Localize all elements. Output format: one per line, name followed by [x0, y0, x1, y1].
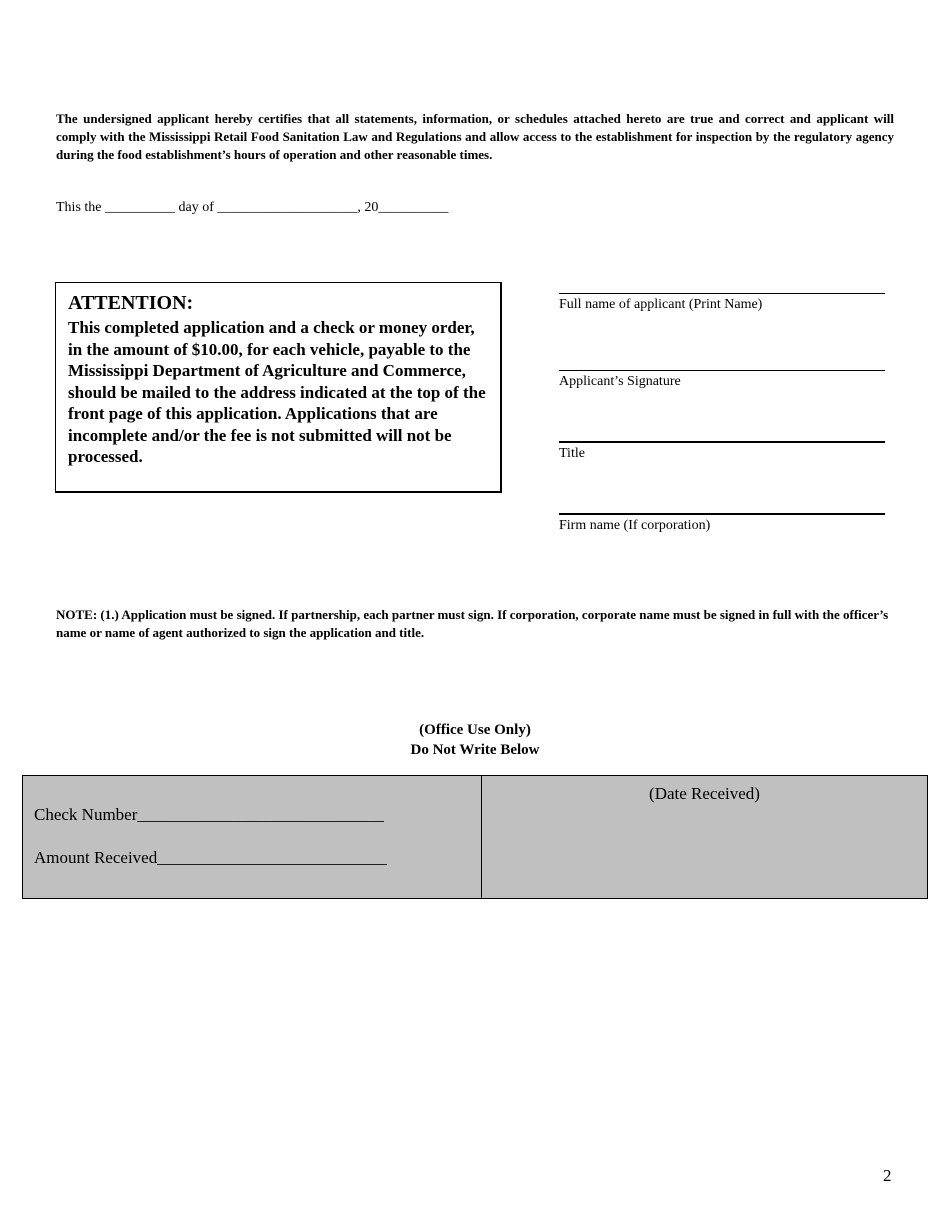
office-use-subtitle: Do Not Write Below: [410, 742, 540, 758]
firm-name-label: Firm name (If corporation): [559, 518, 711, 533]
signature-line: [559, 441, 885, 443]
signature-line: [559, 513, 885, 515]
date-line: This the __________ day of ____________________, 20__________: [56, 200, 449, 215]
signing-note: NOTE: (1.) Application must be signed. If partnership, each partner must sign. If corporation, corporate name must be signed in full with the officer’s name or name of agent authorized to sign the application and title.: [56, 607, 889, 640]
date-received-label: (Date Received): [649, 784, 760, 803]
title-field[interactable]: [559, 441, 885, 463]
check-number-field[interactable]: Check Number_____________________________: [34, 805, 384, 824]
firm-name-field[interactable]: [559, 513, 885, 535]
certification-statement: The undersigned applicant hereby certifies that all statements, information, or schedules attached hereto are true and correct and applicant will comply with the Mississippi Retail Food Sanitation Law and Regulations and allow access to the establishment for inspection by the regulatory agency during the food establishment’s hours of operation and other reasonable times.: [56, 111, 894, 162]
applicant-name-field[interactable]: [559, 293, 885, 314]
office-use-heading: [0, 720, 950, 760]
attention-title: ATTENTION:: [68, 292, 194, 314]
payment-info-cell: [23, 776, 482, 898]
office-use-title: (Office Use Only): [419, 722, 531, 738]
title-label: Title: [559, 446, 585, 461]
signature-line: [559, 293, 885, 294]
amount-received-field[interactable]: Amount Received___________________________: [34, 848, 387, 867]
applicant-signature-label: Applicant’s Signature: [559, 374, 681, 389]
applicant-name-label: Full name of applicant (Print Name): [559, 297, 763, 312]
page-number: 2: [883, 1166, 892, 1185]
signature-line: [559, 370, 885, 371]
applicant-signature-field[interactable]: [559, 370, 885, 391]
attention-box: [55, 282, 502, 493]
attention-body: This completed application and a check or money order, in the amount of $10.00, for each vehicle, payable to the Mississippi Department of Agriculture and Commerce, should be mailed to the address indicated at the top of the front page of this application. Applications that are incomplete and/or the fee is not submitted will not be processed.: [68, 318, 486, 466]
office-use-box: [22, 775, 928, 899]
date-received-cell: [482, 776, 927, 898]
